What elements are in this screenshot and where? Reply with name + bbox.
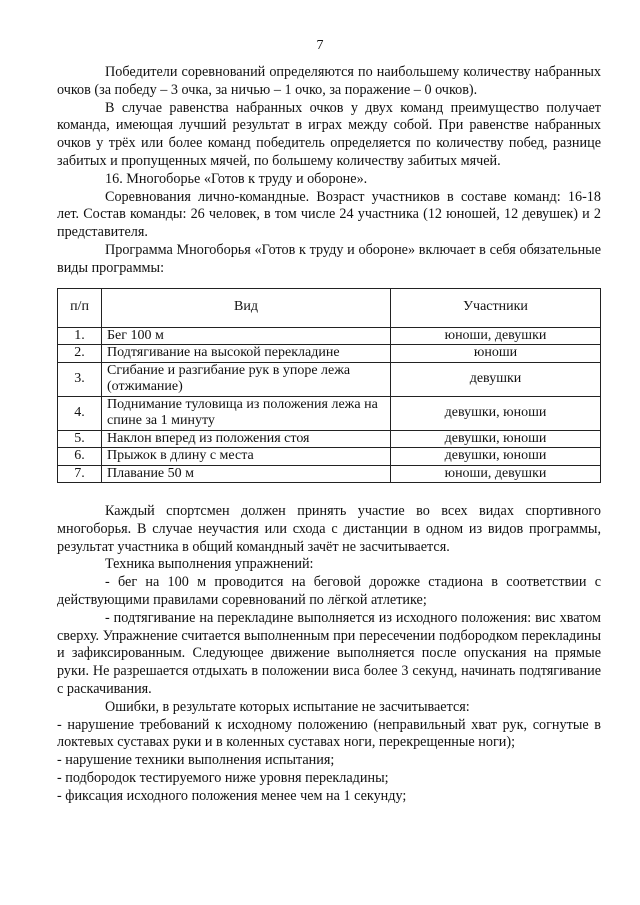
row-exercise: Прыжок в длину с места [102,448,391,466]
table-row [58,327,601,345]
header-exercise: Вид [102,288,391,327]
row-number: 3. [58,362,102,396]
row-exercise: Сгибание и разгибание рук в упоре лежа (отжимание) [102,362,391,396]
row-exercise: Поднимание туловища из положения лежа на спине за 1 минуту [102,396,391,430]
paragraph-errors-heading: Ошибки, в результате которых испытание не засчитывается: [105,698,470,715]
paragraph-technique-heading: Техника выполнения упражнений: [105,556,314,573]
row-participants: юноши, девушки [391,327,601,345]
error-item: - подбородок тестируемого ниже уровня перекладины; [57,770,389,787]
error-item: - фиксация исходного положения менее чем на 1 секунду; [57,787,407,804]
row-participants: юноши [391,345,601,363]
document-body [57,64,601,806]
page-number: 7 [316,38,324,53]
paragraph-pullups: - подтягивание на перекладине выполняется из исходного положения: вис хватом сверху. Упражнение считается выполненным при пересечении подбородком перекладины и зафиксированным. Следующее движение выполняется после опускания на прямые руки. Не разрешается отдыхать в положении виса более 3 секунд, начинать подтягивание с раскачивания. [57,609,601,698]
error-item: - нарушение техники выполнения испытания; [57,752,335,769]
section-heading-gto: 16. Многоборье «Готов к труду и обороне». [105,170,368,187]
row-exercise: Подтягивание на высокой перекладине [102,345,391,363]
row-participants: девушки, юноши [391,396,601,430]
row-number: 2. [58,345,102,363]
paragraph-competition-format: Соревнования лично-командные. Возраст участников в составе команд: 16-18 лет. Состав команды: 26 человек, в том числе 24 участника (12 юношей, 12 девушек) и 2 представителя. [57,188,601,241]
table-row [58,465,601,483]
table-row [58,345,601,363]
header-participants: Участники [391,288,601,327]
row-participants: девушки, юноши [391,430,601,448]
row-exercise: Наклон вперед из положения стоя [102,430,391,448]
exercises-table [57,288,601,484]
paragraph-program-intro: Программа Многоборья «Готов к труду и обороне» включает в себя обязательные виды программы: [57,241,601,276]
paragraph-tie-rules: В случае равенства набранных очков у двух команд преимущество получает команда, имеющая лучший результат в играх между собой. При равенстве набранных очков у трёх или более команд победитель определяется по количеству побед, разнице забитых и пропущенных мячей, по большему количеству забитых мячей. [57,99,601,169]
row-number: 7. [58,465,102,483]
row-participants: девушки, юноши [391,448,601,466]
paragraph-participation: Каждый спортсмен должен принять участие во всех видах спортивного многоборья. В случае неучастия или схода с дистанции в одном из видов программы, результат участника в общий командный зачёт не засчитывается. [57,503,601,555]
row-number: 1. [58,327,102,345]
header-number: п/п [58,288,102,327]
row-number: 5. [58,430,102,448]
row-participants: юноши, девушки [391,465,601,483]
error-item: - нарушение требований к исходному положению (неправильный хват рук, согнутые в локтевых суставах руки и в коленных суставах ноги, перекрещенные ноги); [57,716,601,751]
paragraph-running: - бег на 100 м проводится на беговой дорожке стадиона в соответствии с действующими правилами соревнований по лёгкой атлетике; [57,574,601,609]
row-number: 4. [58,396,102,430]
row-number: 6. [58,448,102,466]
table-row [58,430,601,448]
row-exercise: Бег 100 м [102,327,391,345]
table-header-row [58,288,601,327]
table-row [58,362,601,396]
row-exercise: Плавание 50 м [102,465,391,483]
table-row [58,448,601,466]
row-participants: девушки [391,362,601,396]
paragraph-winners: Победители соревнований определяются по наибольшему количеству набранных очков (за победу – 3 очка, за ничью – 1 очко, за поражение – 0 очков). [57,64,601,98]
table-row [58,396,601,430]
